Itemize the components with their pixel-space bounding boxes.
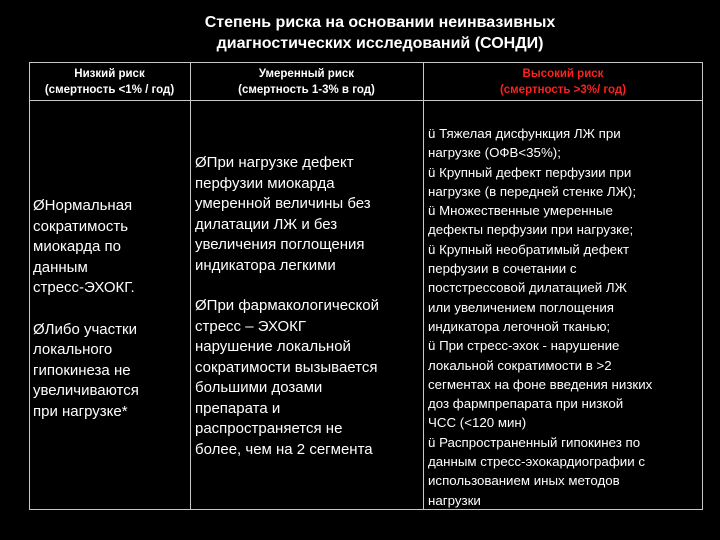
moderate-line: перфузии миокарда bbox=[195, 174, 335, 192]
low-line: гипокинеза не bbox=[33, 361, 131, 379]
header-high-risk bbox=[423, 66, 703, 98]
moderate-line: индикатора легкими bbox=[195, 256, 336, 274]
header-moderate-mortality: (смертность 1-3% в год) bbox=[238, 84, 375, 96]
moderate-line: умеренной величины без bbox=[195, 195, 371, 212]
moderate-line: препарата и bbox=[195, 399, 281, 417]
low-line: локального bbox=[33, 341, 113, 358]
high-line: сегментах на фоне введения низких bbox=[428, 376, 653, 392]
high-line: ü При стресс-эхок - нарушение bbox=[428, 338, 620, 354]
high-line: перфузии в сочетании с bbox=[428, 261, 577, 277]
low-line: стресс-ЭХОКГ. bbox=[33, 279, 135, 296]
header-high-title: Высокий риск bbox=[522, 68, 604, 80]
moderate-risk-cell bbox=[195, 153, 421, 460]
high-line: ü Крупный дефект перфузии при bbox=[428, 164, 632, 180]
moderate-line: дилатации ЛЖ и без bbox=[195, 215, 338, 233]
moderate-line: ØПри фармакологической bbox=[195, 297, 379, 314]
table-border-top bbox=[29, 62, 703, 63]
high-line: нагрузке (ОФВ<35%); bbox=[428, 145, 561, 161]
moderate-line: более, чем на 2 сегмента bbox=[195, 440, 373, 458]
high-line: ü Распространенный гипокинез по bbox=[428, 434, 641, 450]
moderate-line: большими дозами bbox=[195, 379, 323, 396]
low-line: увеличиваются bbox=[33, 382, 139, 399]
header-low-risk bbox=[29, 66, 190, 98]
header-low-mortality: (смертность <1% / год) bbox=[44, 84, 175, 96]
header-moderate-risk bbox=[190, 66, 423, 98]
high-line: использованием иных методов bbox=[428, 473, 620, 489]
moderate-line: сократимости вызывается bbox=[195, 358, 378, 376]
low-line: ØНормальная bbox=[33, 197, 133, 214]
page-title bbox=[0, 12, 720, 54]
table-border-right bbox=[702, 62, 703, 510]
high-line: дефекты перфузии при нагрузке; bbox=[428, 222, 634, 238]
risk-table bbox=[29, 62, 703, 510]
table-divider-1 bbox=[190, 62, 191, 510]
high-line: нагрузке (в передней стенке ЛЖ); bbox=[428, 183, 637, 199]
high-line: индикатора легочной тканью; bbox=[428, 318, 611, 334]
header-moderate-title: Умеренный риск bbox=[258, 68, 355, 80]
low-risk-cell bbox=[33, 196, 189, 422]
high-line: ЧСС (<120 мин) bbox=[428, 415, 527, 431]
title-line-1: Степень риска на основании неинвазивных bbox=[204, 14, 556, 31]
low-line: при нагрузке* bbox=[33, 402, 128, 420]
table-border-left bbox=[29, 62, 30, 510]
low-line: данным bbox=[33, 258, 88, 276]
header-separator bbox=[29, 100, 703, 101]
high-risk-cell bbox=[428, 124, 700, 510]
high-line: данным стресс-эхокардиографии с bbox=[428, 454, 645, 470]
high-line: или увеличением поглощения bbox=[428, 299, 614, 315]
high-line: ü Множественные умеренные bbox=[428, 203, 613, 219]
high-line: нагрузки bbox=[428, 492, 481, 508]
moderate-line: нарушение локальной bbox=[195, 338, 351, 355]
header-high-mortality: (смертность >3%/ год) bbox=[499, 84, 627, 96]
high-line: постстрессовой дилатацией ЛЖ bbox=[428, 280, 627, 296]
high-line: доз фармпрепарата при низкой bbox=[428, 396, 624, 412]
low-line: миокарда по bbox=[33, 238, 121, 255]
moderate-line: стресс – ЭХОКГ bbox=[195, 317, 307, 335]
high-line: ü Крупный необратимый дефект bbox=[428, 241, 630, 257]
high-line: локальной сократимости в >2 bbox=[428, 357, 612, 373]
moderate-line: распространяется не bbox=[195, 420, 343, 437]
high-line: ü Тяжелая дисфункция ЛЖ при bbox=[428, 126, 621, 141]
low-line: ØЛибо участки bbox=[33, 320, 137, 338]
header-low-title: Низкий риск bbox=[74, 68, 145, 80]
moderate-line: ØПри нагрузке дефект bbox=[195, 154, 354, 171]
title-line-2: диагностических исследований (СОНДИ) bbox=[216, 35, 544, 52]
table-divider-2 bbox=[423, 62, 424, 510]
low-line: сократимость bbox=[33, 217, 129, 235]
moderate-line: увеличения поглощения bbox=[195, 236, 365, 253]
